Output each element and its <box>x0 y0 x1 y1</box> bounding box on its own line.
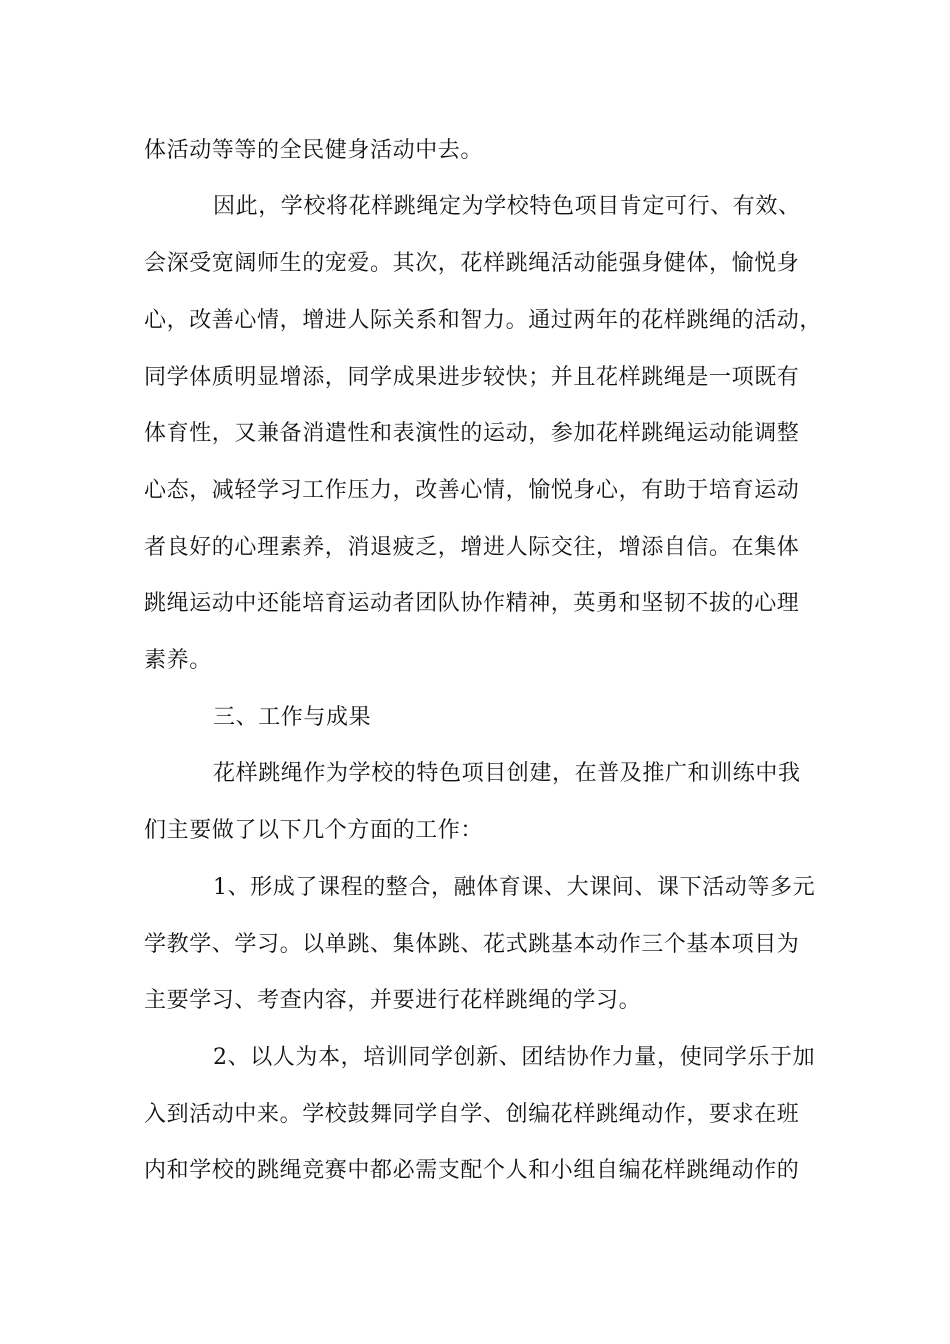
text-line: 体活动等等的全民健身活动中去。 <box>144 138 484 163</box>
text-line: 内和学校的跳绳竞赛中都必需支配个人和小组自编花样跳绳动作的 <box>144 1158 800 1183</box>
list-item-2-first-line: 2、以人为本，培训同学创新、团结协作力量，使同学乐于加 <box>213 1045 816 1070</box>
text-line: 同学体质明显增添，同学成果进步较快；并且花样跳绳是一项既有 <box>144 365 800 390</box>
text-line: 们主要做了以下几个方面的工作： <box>144 818 484 843</box>
text-line: 心态，减轻学习工作压力，改善心情，愉悦身心，有助于培育运动 <box>144 478 800 503</box>
text-line: 入到活动中来。学校鼓舞同学自学、创编花样跳绳动作，要求在班 <box>144 1102 800 1127</box>
text-line: 跳绳运动中还能培育运动者团队协作精神，英勇和坚韧不拔的心理 <box>144 591 800 616</box>
paragraph-first-line: 花样跳绳作为学校的特色项目创建，在普及推广和训练中我 <box>213 761 801 786</box>
section-heading: 三、工作与成果 <box>213 705 372 730</box>
text-line: 体育性，又兼备消遣性和表演性的运动，参加花样跳绳运动能调整 <box>144 421 800 446</box>
text-line: 心，改善心情，增进人际关系和智力。通过两年的花样跳绳的活动， <box>144 308 823 333</box>
text-line: 者良好的心理素养，消退疲乏，增进人际交往，增添自信。在集体 <box>144 535 800 560</box>
list-item-1-first-line: 1、形成了课程的整合，融体育课、大课间、课下活动等多元 <box>213 875 816 900</box>
text-line: 会深受宽阔师生的宠爱。其次，花样跳绳活动能强身健体，愉悦身 <box>144 251 800 276</box>
paragraph-first-line: 因此，学校将花样跳绳定为学校特色项目肯定可行、有效、 <box>213 194 801 219</box>
text-line: 素养。 <box>144 648 212 673</box>
text-line: 学教学、学习。以单跳、集体跳、花式跳基本动作三个基本项目为 <box>144 932 800 957</box>
text-line: 主要学习、考查内容，并要进行花样跳绳的学习。 <box>144 988 642 1013</box>
